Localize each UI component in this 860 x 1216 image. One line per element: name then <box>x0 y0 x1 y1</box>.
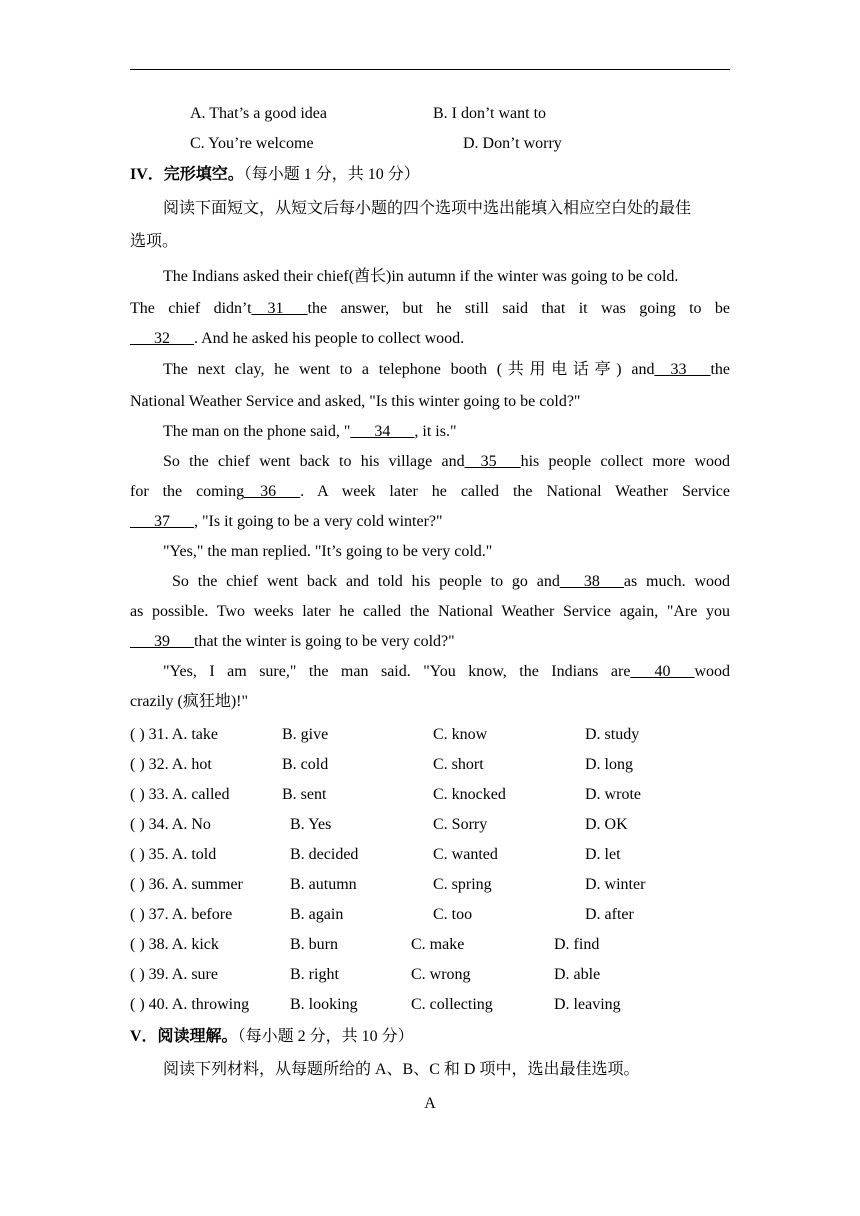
question-33-c: C. knocked <box>433 786 506 803</box>
passage-line: ___32___. And he asked his people to collect wood. <box>130 330 465 347</box>
question-32-d: D. long <box>585 756 633 773</box>
question-40-d: D. leaving <box>554 996 621 1013</box>
question-35-d: D. let <box>585 846 621 863</box>
passage-line: ___37___, "Is it going to be a very cold winter?" <box>130 513 443 530</box>
question-38: ( ) 38. A. kick <box>130 936 219 953</box>
question-34: ( ) 34. A. No <box>130 816 211 833</box>
passage-line: The chief didn’t__31___the answer, but he still said that it was going to be <box>130 300 731 317</box>
passage-line: So the chief went back to his village and__35___his people collect more wood <box>163 453 731 470</box>
section-4-heading <box>130 165 420 185</box>
question-33-d: D. wrote <box>585 786 641 803</box>
section-5-title: V．阅读理解。 <box>130 1028 238 1045</box>
passage-line: for the coming__36___. A week later he called the National Weather Service <box>130 483 730 500</box>
question-37-b: B. again <box>290 906 344 923</box>
section-4-instruction: 阅读下面短文，从短文后每小题的四个选项中选出能填入相应空白处的最佳 <box>163 200 692 217</box>
question-38-c: C. make <box>411 936 465 953</box>
passage-line: crazily (疯狂地)!" <box>130 693 249 710</box>
question-34-c: C. Sorry <box>433 816 488 833</box>
question-33-b: B. sent <box>282 786 327 803</box>
question-36-b: B. autumn <box>290 876 357 893</box>
question-37: ( ) 37. A. before <box>130 906 233 923</box>
passage-line: "Yes, I am sure," the man said. "You know, the Indians are___40___wood <box>163 663 730 680</box>
passage-line: The man on the phone said, "___34___, it is." <box>163 423 457 440</box>
question-37-d: D. after <box>585 906 634 923</box>
question-31: ( ) 31. A. take <box>130 726 218 743</box>
passage-line: The Indians asked their chief(酋长)in autumn if the winter was going to be cold. <box>163 268 679 285</box>
section-4-instruction-cont: 选项。 <box>130 233 179 250</box>
question-32: ( ) 32. A. hot <box>130 756 212 773</box>
passage-line: "Yes," the man replied. "It’s going to be very cold." <box>163 543 493 560</box>
section-5-heading <box>130 1027 414 1047</box>
question-32-c: C. short <box>433 756 484 773</box>
question-31-d: D. study <box>585 726 640 743</box>
option-b: B. I don’t want to <box>433 105 547 122</box>
question-35-b: B. decided <box>290 846 359 863</box>
section-5-instruction: 阅读下列材料，从每题所给的 A、B、C 和 D 项中，选出最佳选项。 <box>163 1061 640 1078</box>
passage-label: A <box>424 1095 436 1112</box>
blank-35: __35___ <box>464 453 521 470</box>
question-33: ( ) 33. A. called <box>130 786 230 803</box>
question-35-c: C. wanted <box>433 846 498 863</box>
blank-33: __33___ <box>654 361 711 378</box>
header-rule <box>130 69 730 70</box>
option-c: C. You’re welcome <box>190 135 314 152</box>
question-39-d: D. able <box>554 966 601 983</box>
question-35: ( ) 35. A. told <box>130 846 217 863</box>
question-36-c: C. spring <box>433 876 492 893</box>
question-38-d: D. find <box>554 936 600 953</box>
option-d: D. Don’t worry <box>463 135 562 152</box>
question-36: ( ) 36. A. summer <box>130 876 243 893</box>
blank-39: ___39___ <box>130 633 194 650</box>
passage-line: National Weather Service and asked, "Is this winter going to be cold?" <box>130 393 581 410</box>
blank-37: ___37___ <box>130 513 194 530</box>
question-39-b: B. right <box>290 966 339 983</box>
question-40-b: B. looking <box>290 996 358 1013</box>
question-37-c: C. too <box>433 906 473 923</box>
blank-38: ___38___ <box>559 573 624 590</box>
passage-line: ___39___that the winter is going to be very cold?" <box>130 633 455 650</box>
question-32-b: B. cold <box>282 756 329 773</box>
question-31-b: B. give <box>282 726 329 743</box>
section-4-title: IV．完形填空。 <box>130 166 244 183</box>
option-a: A. That’s a good idea <box>190 105 328 122</box>
question-39-c: C. wrong <box>411 966 471 983</box>
blank-31: __31___ <box>251 300 308 317</box>
section-4-note: （每小题 1 分，共 10 分） <box>243 166 420 183</box>
blank-32: ___32___ <box>130 330 194 347</box>
blank-40: ___40___ <box>630 663 695 680</box>
question-34-d: D. OK <box>585 816 628 833</box>
question-40-c: C. collecting <box>411 996 493 1013</box>
blank-34: ___34___ <box>350 423 415 440</box>
section-5-note: （每小题 2 分，共 10 分） <box>237 1028 414 1045</box>
question-39: ( ) 39. A. sure <box>130 966 218 983</box>
question-40: ( ) 40. A. throwing <box>130 996 250 1013</box>
question-38-b: B. burn <box>290 936 338 953</box>
passage-line: The next clay, he went to a telephone booth (共用电话亭) and__33___the <box>163 361 730 378</box>
question-31-c: C. know <box>433 726 488 743</box>
passage-line: So the chief went back and told his people to go and___38___as much. wood <box>172 573 730 590</box>
question-36-d: D. winter <box>585 876 646 893</box>
question-34-b: B. Yes <box>290 816 332 833</box>
blank-36: __36___ <box>244 483 301 500</box>
passage-line: as possible. Two weeks later he called the National Weather Service again, "Are you <box>130 603 730 620</box>
